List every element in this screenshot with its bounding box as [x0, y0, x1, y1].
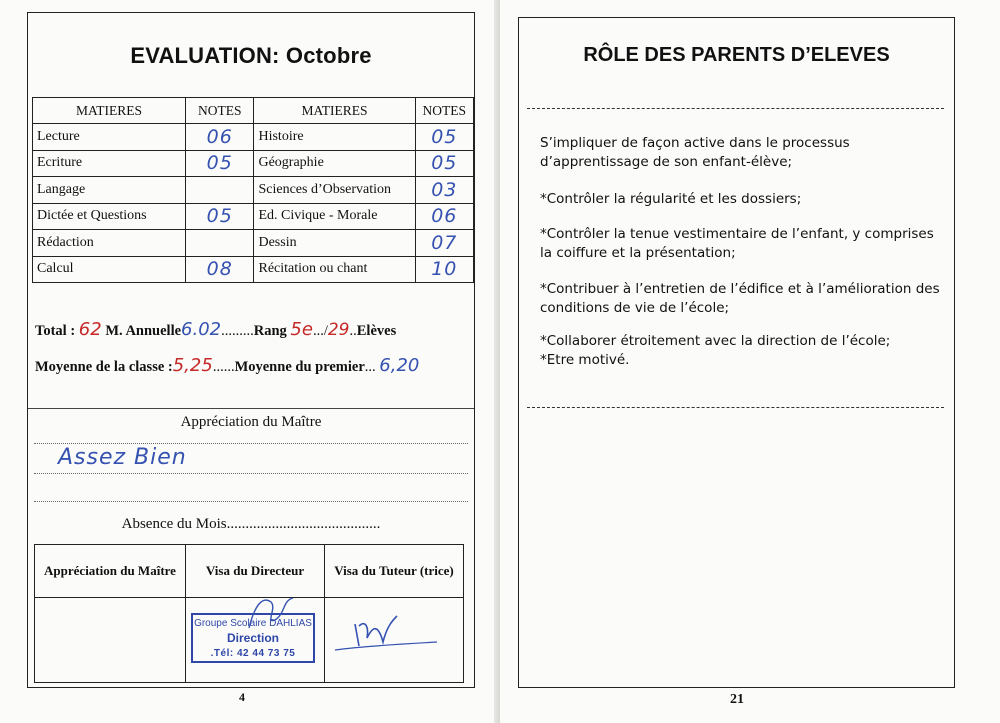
- eleves-label: Elèves: [356, 323, 397, 339]
- table-row: [33, 150, 474, 177]
- stamp-line1: Groupe Scolaire DAHLIAS: [194, 618, 312, 629]
- moyenne-premier-value: 6,20: [379, 355, 420, 376]
- absence-line: [28, 516, 474, 533]
- visa-table: [34, 544, 464, 683]
- m-annuelle-value: 6.02: [181, 319, 222, 340]
- dots: ...: [364, 359, 380, 375]
- dashed-line: [527, 407, 944, 408]
- absence-label: Absence du Mois: [121, 516, 227, 532]
- director-signature-icon: [241, 594, 301, 634]
- moyenne-classe-value: 5,25: [172, 355, 213, 376]
- grade-cell: 05: [186, 150, 254, 177]
- grade-cell: 05: [186, 203, 254, 230]
- dots: .../: [312, 323, 328, 339]
- grades-header-row: [33, 98, 474, 124]
- right-page: [500, 0, 1000, 723]
- stamp-line3: .Tél: 42 44 73 75: [210, 648, 296, 659]
- subject-cell: Récitation ou chant: [254, 256, 415, 283]
- grade-cell: 07: [415, 230, 473, 257]
- subject-cell: Langage: [33, 177, 186, 204]
- subject-cell: Ecriture: [33, 150, 186, 177]
- subject-cell: Histoire: [254, 124, 415, 151]
- role-paragraph: *Contribuer à l’entretien de l’édifice et à l’amélioration des conditions de vie de l’école;: [540, 281, 940, 316]
- separator: [28, 408, 474, 409]
- grade-cell: 08: [186, 256, 254, 283]
- subject-cell: Dictée et Questions: [33, 203, 186, 230]
- table-row: [33, 124, 474, 151]
- dots: ..: [349, 323, 357, 339]
- subject-cell: Sciences d’Observation: [254, 177, 415, 204]
- header-matieres-1: MATIERES: [33, 98, 186, 124]
- rang-label: Rang: [253, 323, 287, 339]
- roles-title: RÔLE DES PARENTS D’ELEVES: [583, 44, 890, 66]
- m-annuelle-label: M. Annuelle: [105, 323, 182, 339]
- roles-frame: [518, 17, 955, 688]
- dots: .........................................: [226, 516, 381, 532]
- visa-cell-tuteur: [325, 598, 464, 683]
- header-matieres-2: MATIERES: [254, 98, 415, 124]
- table-row: [33, 256, 474, 283]
- visa-cell-maitre: [35, 598, 186, 683]
- grade-cell: [186, 177, 254, 204]
- dotted-line: [34, 501, 468, 502]
- header-notes-1: NOTES: [186, 98, 254, 124]
- dots: ......: [212, 359, 235, 375]
- grade-cell: 10: [415, 256, 473, 283]
- moyenne-classe-label: Moyenne de la classe :: [35, 359, 173, 375]
- rang-value: 5e: [290, 319, 313, 340]
- page-number-left: 4: [239, 690, 245, 704]
- table-row: [33, 230, 474, 257]
- role-paragraph: *Contrôler la régularité et les dossiers;: [540, 191, 802, 207]
- page-number-right: 21: [730, 692, 744, 707]
- dashed-line: [527, 108, 944, 109]
- subject-cell: Ed. Civique - Morale: [254, 203, 415, 230]
- grade-cell: 03: [415, 177, 473, 204]
- stamp-line2: Direction: [226, 631, 279, 645]
- left-page: [0, 0, 497, 723]
- table-row: [33, 177, 474, 204]
- dots: .........: [221, 323, 254, 339]
- subject-cell: Rédaction: [33, 230, 186, 257]
- visa-header-maitre: Appréciation du Maître: [35, 545, 186, 598]
- visa-cell-directeur: [186, 598, 325, 683]
- header-notes-2: NOTES: [415, 98, 473, 124]
- totals-line: [35, 319, 396, 340]
- eleves-count: 29: [327, 320, 350, 340]
- visa-header-directeur: Visa du Directeur: [186, 545, 325, 598]
- role-paragraph: S’impliquer de façon active dans le processus d’apprentissage de son enfant-élève;: [540, 135, 850, 170]
- appreciation-handwriting: Assez Bien: [58, 445, 187, 470]
- moyenne-premier-label: Moyenne du premier: [234, 359, 365, 375]
- total-value: 62: [78, 319, 102, 340]
- grade-cell: 05: [415, 150, 473, 177]
- subject-cell: Calcul: [33, 256, 186, 283]
- evaluation-title: EVALUATION: Octobre: [130, 43, 372, 68]
- subject-cell: Dessin: [254, 230, 415, 257]
- dotted-line: [34, 473, 468, 474]
- grades-table: [32, 97, 474, 283]
- table-row: [33, 203, 474, 230]
- grade-cell: 06: [415, 203, 473, 230]
- role-paragraph: *Collaborer étroitement avec la direction de l’école; *Etre motivé.: [540, 333, 891, 368]
- evaluation-frame: [27, 12, 475, 688]
- guardian-signature-icon: [333, 606, 443, 666]
- subject-cell: Géographie: [254, 150, 415, 177]
- grade-cell: 06: [186, 124, 254, 151]
- appreciation-title: Appréciation du Maître: [180, 414, 322, 430]
- role-paragraph: *Contrôler la tenue vestimentaire de l’enfant, y comprises la coiffure et la présentation;: [540, 226, 934, 261]
- grade-cell: [186, 230, 254, 257]
- total-label: Total :: [35, 323, 76, 339]
- dotted-line: [34, 443, 468, 444]
- moyenne-line: [35, 355, 419, 376]
- subject-cell: Lecture: [33, 124, 186, 151]
- grade-cell: 05: [415, 124, 473, 151]
- visa-header-tuteur: Visa du Tuteur (trice): [325, 545, 464, 598]
